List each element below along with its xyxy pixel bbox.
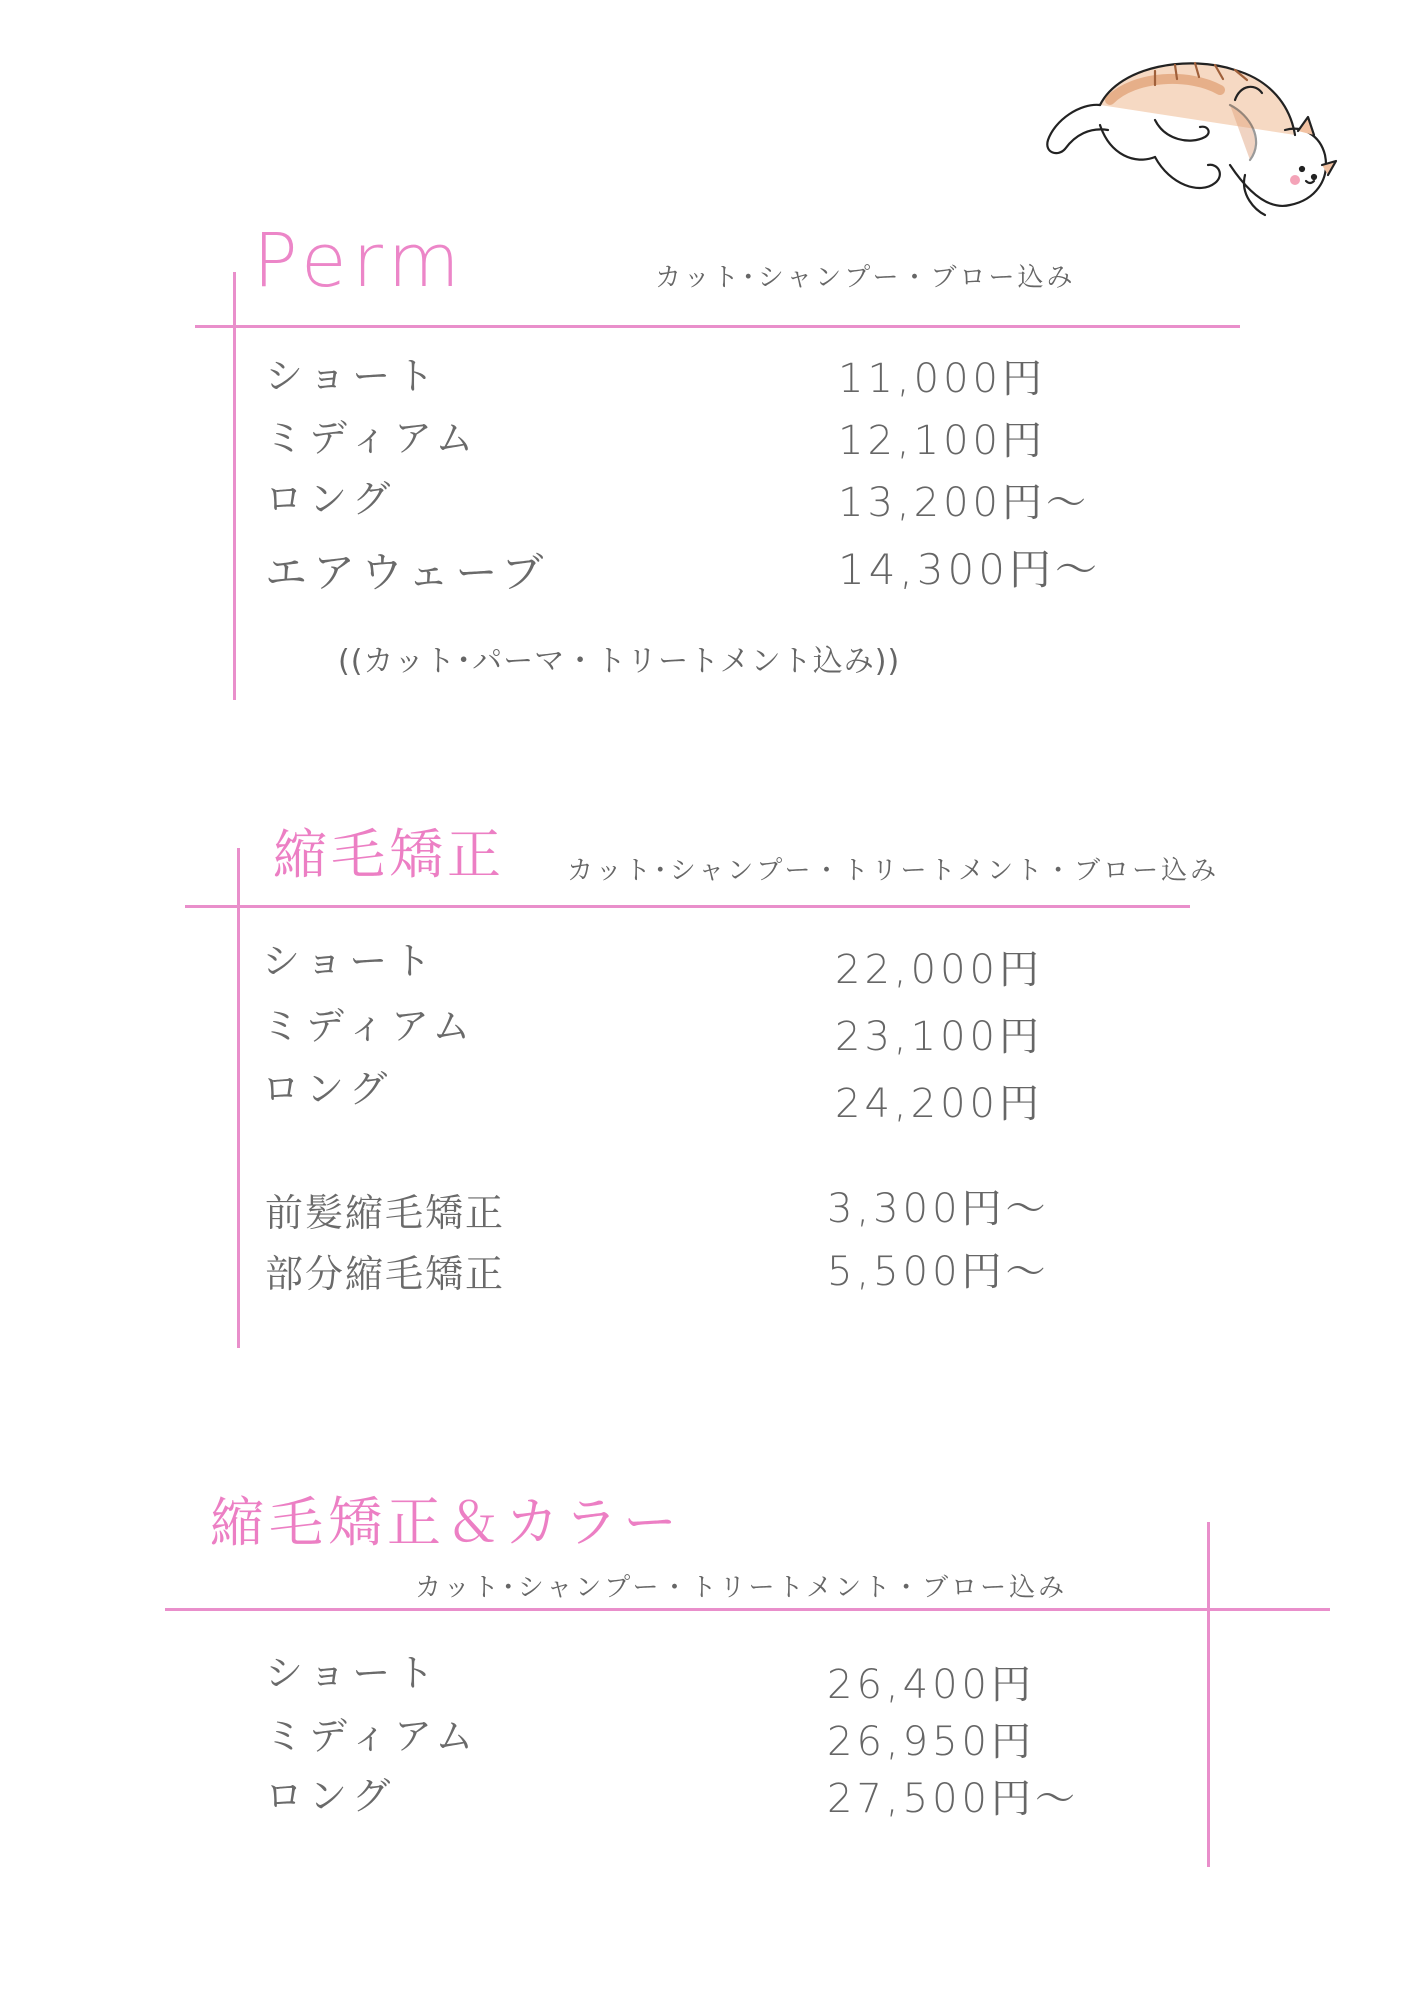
perm-item-price: 12,100円 xyxy=(838,418,1046,464)
straight-color-header-line xyxy=(165,1608,1330,1611)
perm-item-price: 11,000円 xyxy=(838,356,1046,402)
straight-color-item-price: 26,400円 xyxy=(827,1662,1035,1708)
perm-sub-note: ((カット･パーマ・トリートメント込み)) xyxy=(338,644,901,679)
perm-side-line xyxy=(233,272,236,700)
straight-header-line xyxy=(185,905,1190,908)
straight-color-item-name: ミディアム xyxy=(265,1714,480,1758)
straight-color-item-name: ショート xyxy=(265,1651,441,1695)
perm-item-name: エアウェーブ xyxy=(265,548,550,597)
perm-item-name: ショート xyxy=(265,354,441,398)
straight-item-name: ロング xyxy=(262,1067,394,1111)
perm-header-line xyxy=(195,325,1240,328)
perm-item-price: 13,200円〜 xyxy=(838,480,1090,526)
perm-item-price: 14,300円〜 xyxy=(838,545,1101,594)
straight-title: 縮毛矯正 xyxy=(273,823,505,886)
straight-color-note: カット･シャンプー・トリートメント・ブロー込み xyxy=(415,1573,1068,1603)
straight-item-name: ショート xyxy=(262,939,438,983)
straight-item-name: ミディアム xyxy=(262,1004,477,1048)
straight-color-item-price: 27,500円〜 xyxy=(827,1776,1079,1822)
straight-extra-price: 5,500円〜 xyxy=(827,1249,1050,1295)
straight-extra-name: 部分縮毛矯正 xyxy=(265,1252,506,1296)
straight-color-item-price: 26,950円 xyxy=(827,1719,1035,1765)
straight-color-side-line xyxy=(1207,1522,1210,1867)
straight-item-price: 22,000円 xyxy=(835,947,1043,993)
perm-title: Perm xyxy=(253,218,466,304)
straight-color-item-name: ロング xyxy=(265,1774,397,1818)
straight-item-price: 24,200円 xyxy=(835,1081,1043,1127)
straight-side-line xyxy=(237,848,240,1348)
perm-note: カット･シャンプー・ブロー込み xyxy=(655,263,1076,293)
perm-item-name: ロング xyxy=(265,477,397,521)
straight-color-title: 縮毛矯正＆カラー xyxy=(210,1491,682,1554)
straight-extra-price: 3,300円〜 xyxy=(827,1186,1050,1232)
perm-item-name: ミディアム xyxy=(265,416,480,460)
straight-note: カット･シャンプー・トリートメント・ブロー込み xyxy=(567,856,1220,886)
straight-item-price: 23,100円 xyxy=(835,1014,1043,1060)
cat-illustration xyxy=(1040,45,1340,245)
straight-extra-name: 前髪縮毛矯正 xyxy=(265,1191,506,1235)
